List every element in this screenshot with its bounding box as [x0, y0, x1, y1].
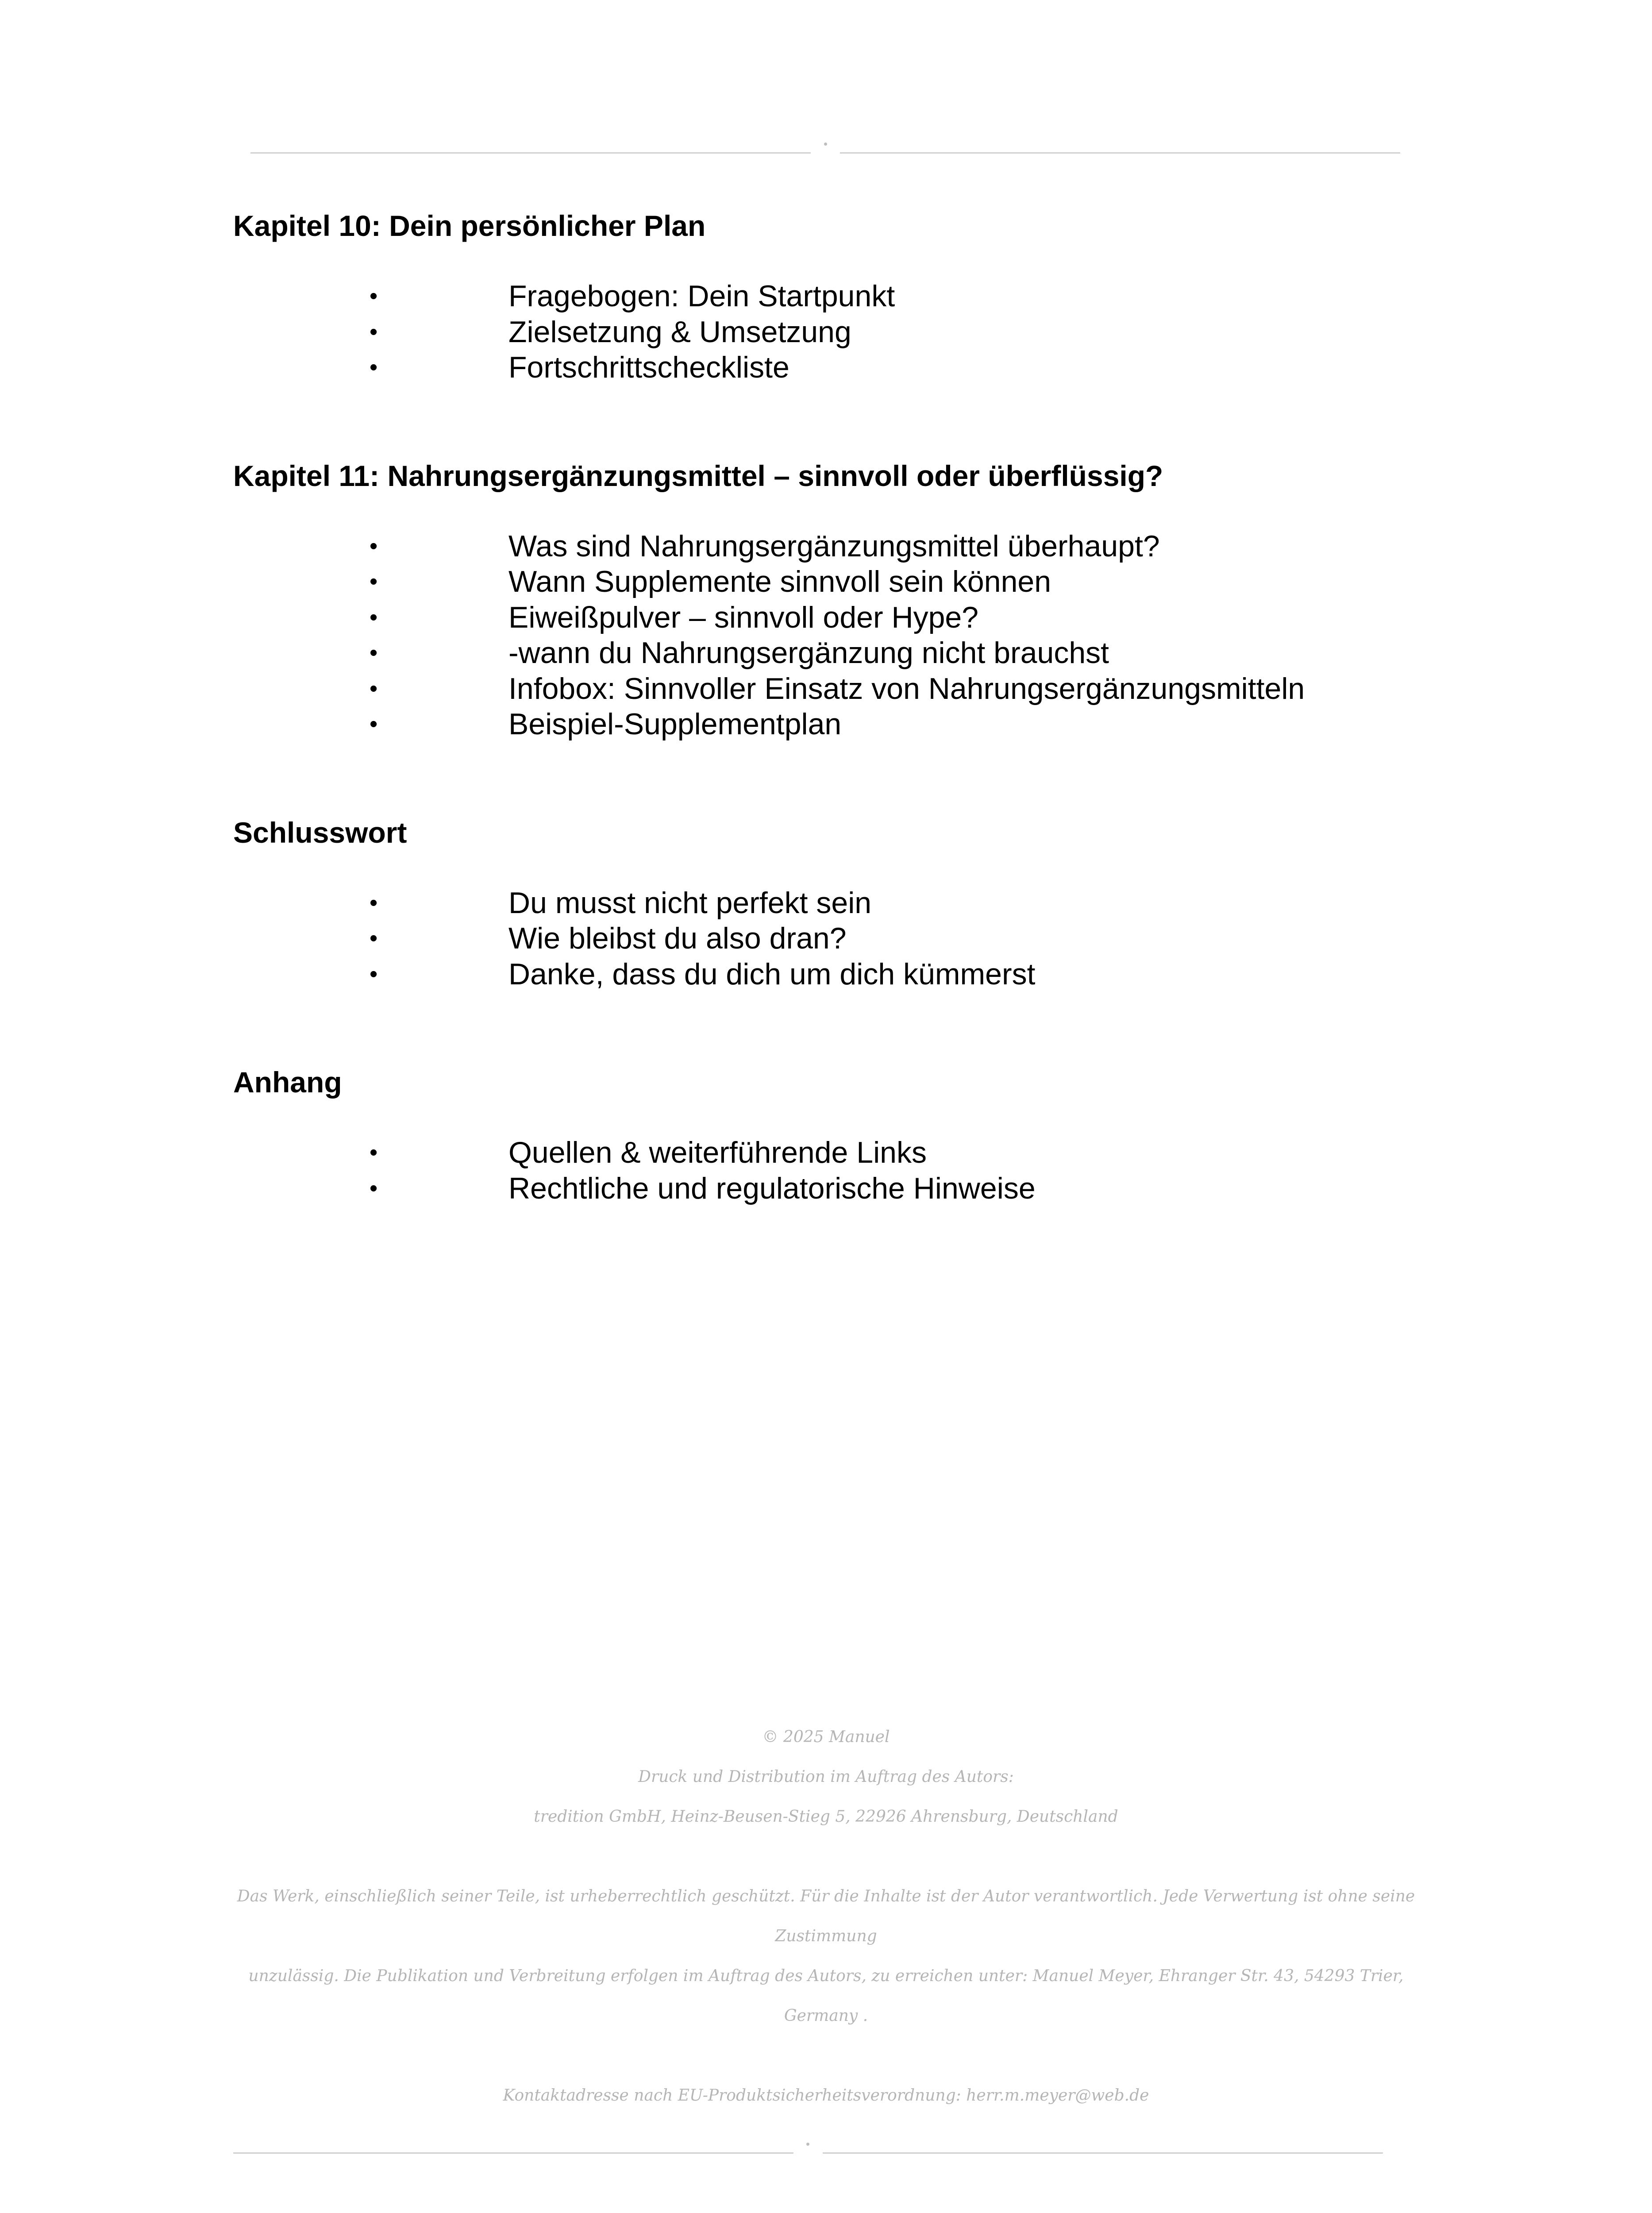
- list-item: [233, 885, 1605, 921]
- publisher-line: tredition GmbH, Heinz-Beusen-Stieg 5, 22926 Ahrensburg, Deutschland: [534, 1808, 1118, 1826]
- top-rule-left: [250, 152, 811, 154]
- list-item-text: Beispiel-Supplementplan: [508, 707, 842, 741]
- section-item-list: [233, 885, 1605, 992]
- top-rule-ornament: [824, 143, 827, 146]
- list-item: [233, 278, 1605, 314]
- top-rule-right: [840, 152, 1400, 154]
- list-item: [233, 1135, 1605, 1171]
- bullet-icon: •: [370, 1140, 378, 1165]
- list-item: [233, 600, 1605, 636]
- list-item: [233, 350, 1605, 386]
- section-schlusswort: [233, 815, 1605, 992]
- list-item: [233, 921, 1605, 956]
- section-anhang: [233, 1064, 1605, 1206]
- bottom-rule-left: [233, 2152, 793, 2154]
- bullet-icon: •: [370, 533, 378, 559]
- list-item: [233, 314, 1605, 350]
- section-item-list: [233, 278, 1605, 386]
- contact-line: Kontaktadresse nach EU-Produktsicherheitsverordnung: herr.m.meyer@web.de: [503, 2086, 1149, 2105]
- list-item-text: Wie bleibst du also dran?: [508, 921, 847, 955]
- list-item-text: Infobox: Sinnvoller Einsatz von Nahrungsergänzungsmitteln: [508, 671, 1305, 706]
- bottom-rule-ornament: [806, 2143, 809, 2146]
- bullet-icon: •: [370, 925, 378, 951]
- list-item-text: Eiweißpulver – sinnvoll oder Hype?: [508, 600, 979, 634]
- legal-line-1: Das Werk, einschließlich seiner Teile, ist urheberrechtlich geschützt. Für die Inhalte ist der Autor verantwortlich. Jede Verwertung ist ohne seine Zustimmung: [237, 1887, 1415, 1945]
- bullet-icon: •: [370, 675, 378, 702]
- list-item-text: Quellen & weiterführende Links: [508, 1136, 927, 1169]
- bullet-icon: •: [370, 890, 378, 916]
- list-item: [233, 1171, 1605, 1207]
- list-item: [233, 635, 1605, 671]
- bottom-rule-right: [823, 2152, 1383, 2154]
- bullet-icon: •: [370, 961, 378, 987]
- list-item-text: Was sind Nahrungsergänzungsmittel überhaupt?: [508, 529, 1160, 563]
- bullet-icon: •: [370, 640, 378, 666]
- list-item: [233, 706, 1605, 742]
- list-item: [233, 956, 1605, 992]
- section-item-list: [233, 1135, 1605, 1206]
- legal-line-2: unzulässig. Die Publikation und Verbreitung erfolgen im Auftrag des Autors, zu erreichen unter: Manuel Meyer, Ehranger Str. 43, 54293 Trier, Germany .: [248, 1967, 1404, 2025]
- section-title: Kapitel 10: Dein persönlicher Plan: [233, 209, 706, 242]
- imprint-footer: [230, 1717, 1422, 2116]
- section-title: Schlusswort: [233, 816, 407, 849]
- bullet-icon: •: [370, 569, 378, 594]
- list-item-text: Fragebogen: Dein Startpunkt: [508, 279, 895, 313]
- bullet-icon: •: [370, 604, 378, 630]
- list-item: [233, 564, 1605, 600]
- section-title: Anhang: [233, 1066, 342, 1099]
- list-item: [233, 671, 1605, 707]
- list-item-text: Zielsetzung & Umsetzung: [508, 315, 851, 349]
- list-item-text: -wann du Nahrungsergänzung nicht brauchst: [508, 636, 1109, 670]
- list-item-text: Wann Supplemente sinnvoll sein können: [508, 565, 1051, 598]
- list-item-text: Rechtliche und regulatorische Hinweise: [508, 1171, 1036, 1205]
- bullet-icon: •: [370, 1175, 378, 1201]
- copyright-line: © 2025 Manuel: [762, 1728, 890, 1746]
- print-line: Druck und Distribution im Auftrag des Autors:: [638, 1768, 1014, 1786]
- bullet-icon: •: [370, 711, 378, 737]
- bullet-icon: •: [370, 355, 378, 380]
- list-item-text: Fortschrittscheckliste: [508, 351, 789, 384]
- section-kapitel-10: [233, 208, 1605, 386]
- table-of-contents: [233, 208, 1605, 1206]
- section-item-list: [233, 528, 1605, 742]
- list-item: [233, 528, 1605, 564]
- section-kapitel-11: [233, 458, 1605, 742]
- list-item-text: Danke, dass du dich um dich kümmerst: [508, 957, 1036, 991]
- bullet-icon: •: [370, 319, 378, 345]
- footer-spacer: [230, 1837, 1422, 1877]
- list-item-text: Du musst nicht perfekt sein: [508, 886, 872, 920]
- section-title: Kapitel 11: Nahrungsergänzungsmittel – sinnvoll oder überflüssig?: [233, 459, 1163, 492]
- footer-spacer: [230, 2036, 1422, 2076]
- bullet-icon: •: [370, 283, 378, 309]
